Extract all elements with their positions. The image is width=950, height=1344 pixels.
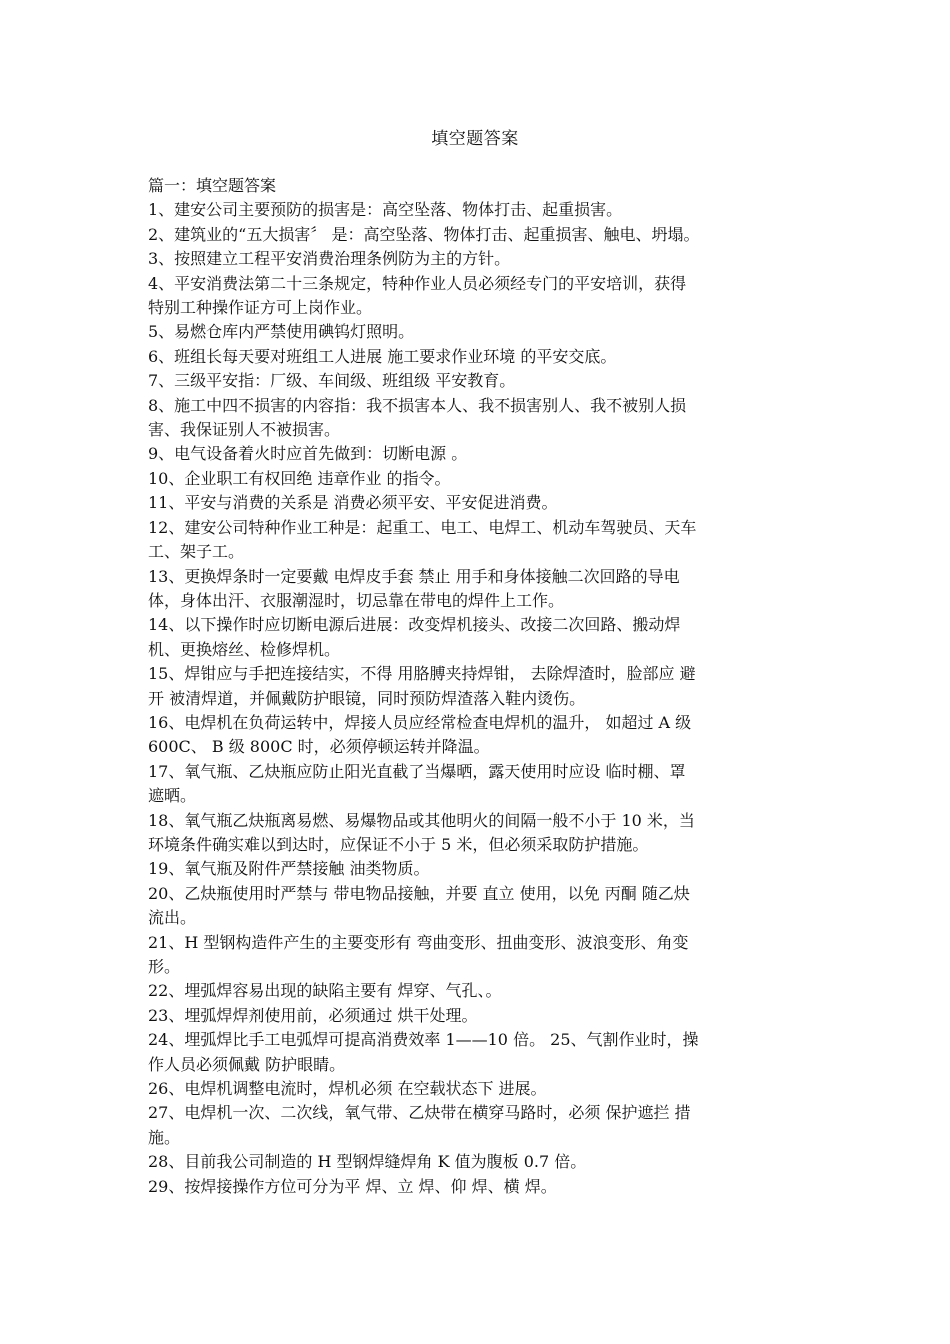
text-line: 篇一：填空题答案 bbox=[148, 176, 277, 195]
text-line: 7、三级平安指：厂级、车间级、班组级 平安教育。 bbox=[148, 371, 516, 391]
text-line: 6、班组长每天要对班组工人进展 施工要求作业环境 的平安交底。 bbox=[148, 346, 617, 366]
text-line: 害、我保证别人不被损害。 bbox=[148, 420, 341, 440]
text-line: 14、以下操作时应切断电源后进展：改变焊机接头、改接二次回路、搬动焊 bbox=[148, 615, 681, 635]
text-line: 600C、 B 级 800C 时，必须停顿运转并降温。 bbox=[148, 737, 490, 757]
text-line: 1、建安公司主要预防的损害是：高空坠落、物体打击、起重损害。 bbox=[148, 200, 623, 220]
text-line: 2、建筑业的“五大损害〞 是：高空坠落、物体打击、起重损害、触电、坍塌。 bbox=[148, 224, 700, 244]
text-line: 17、氧气瓶、乙炔瓶应防止阳光直截了当爆晒，露天使用时应设 临时棚、罩 bbox=[148, 761, 686, 781]
text-line: 机、更换熔丝、检修焊机。 bbox=[148, 639, 341, 659]
text-line: 施。 bbox=[148, 1127, 181, 1147]
text-line: 26、电焊机调整电流时，焊机必须 在空载状态下 进展。 bbox=[148, 1079, 547, 1099]
text-line: 21、H 型钢构造件产生的主要变形有 弯曲变形、扭曲变形、波浪变形、角变 bbox=[148, 932, 689, 952]
text-line: 29、按焊接操作方位可分为平 焊、立 焊、仰 焊、横 焊。 bbox=[148, 1176, 557, 1196]
text-line: 9、电气设备着火时应首先做到：切断电源 。 bbox=[148, 444, 468, 464]
text-line: 19、氧气瓶及附件严禁接触 油类物质。 bbox=[148, 859, 430, 879]
text-line: 形。 bbox=[148, 957, 181, 976]
text-line: 23、埋弧焊焊剂使用前，必须通过 烘干处理。 bbox=[148, 1005, 478, 1025]
text-line: 24、埋弧焊比手工电弧焊可提高消费效率 1——10 倍。 25、气割作业时，操 bbox=[148, 1030, 699, 1050]
text-line: 16、电焊机在负荷运转中，焊接人员应经常检查电焊机的温升， 如超过 A 级 bbox=[148, 712, 692, 732]
text-line: 特别工种操作证方可上岗作业。 bbox=[148, 298, 373, 318]
text-line: 18、氧气瓶乙炔瓶离易燃、易爆物品或其他明火的间隔一般不小于 10 米，当 bbox=[148, 810, 695, 830]
text-line: 工、架子工。 bbox=[148, 542, 245, 562]
text-line: 遮晒。 bbox=[148, 786, 197, 806]
text-line: 15、焊钳应与手把连接结实，不得 用胳膊夹持焊钳， 去除焊渣时，脸部应 避 bbox=[148, 664, 696, 684]
text-line: 4、平安消费法第二十三条规定，特种作业人员必须经专门的平安培训，获得 bbox=[148, 273, 687, 293]
text-line: 27、电焊机一次、二次线，氧气带、乙炔带在横穿马路时，必须 保护遮拦 措 bbox=[148, 1103, 691, 1123]
text-line: 作人员必须佩戴 防护眼睛。 bbox=[148, 1054, 346, 1074]
text-line: 5、易燃仓库内严禁使用碘钨灯照明。 bbox=[148, 322, 415, 342]
text-line: 20、乙炔瓶使用时严禁与 带电物品接触，并要 直立 使用，以免 丙酮 随乙炔 bbox=[148, 883, 690, 903]
text-line: 10、企业职工有权回绝 违章作业 的指令。 bbox=[148, 468, 451, 488]
text-line: 体，身体出汗、衣服潮湿时，切忌靠在带电的焊件上工作。 bbox=[148, 590, 565, 610]
text-line: 8、施工中四不损害的内容指：我不损害本人、我不损害别人、我不被别人损 bbox=[148, 395, 687, 415]
text-line: 13、更换焊条时一定要戴 电焊皮手套 禁止 用手和身体接触二次回路的导电 bbox=[148, 566, 680, 586]
text-line: 12、建安公司特种作业工种是：起重工、电工、电焊工、机动车驾驶员、天车 bbox=[148, 517, 697, 537]
text-line: 流出。 bbox=[148, 908, 197, 928]
text-line: 开 被清焊道，并佩戴防护眼镜，同时预防焊渣落入鞋内烫伤。 bbox=[148, 688, 586, 708]
text-line: 22、埋弧焊容易出现的缺陷主要有 焊穿、气孔、。 bbox=[148, 981, 502, 1001]
text-line: 28、目前我公司制造的 H 型钢焊缝焊角 K 值为腹板 0.7 倍。 bbox=[148, 1152, 587, 1172]
text-line: 3、按照建立工程平安消费治理条例防为主的方针。 bbox=[148, 249, 511, 269]
text-line: 11、平安与消费的关系是 消费必须平安、平安促进消费。 bbox=[148, 493, 558, 513]
document-body bbox=[148, 174, 803, 1199]
page-title: 填空题答案 bbox=[431, 129, 519, 149]
text-line: 环境条件确实难以到达时，应保证不小于 5 米，但必须采取防护措施。 bbox=[148, 834, 649, 854]
